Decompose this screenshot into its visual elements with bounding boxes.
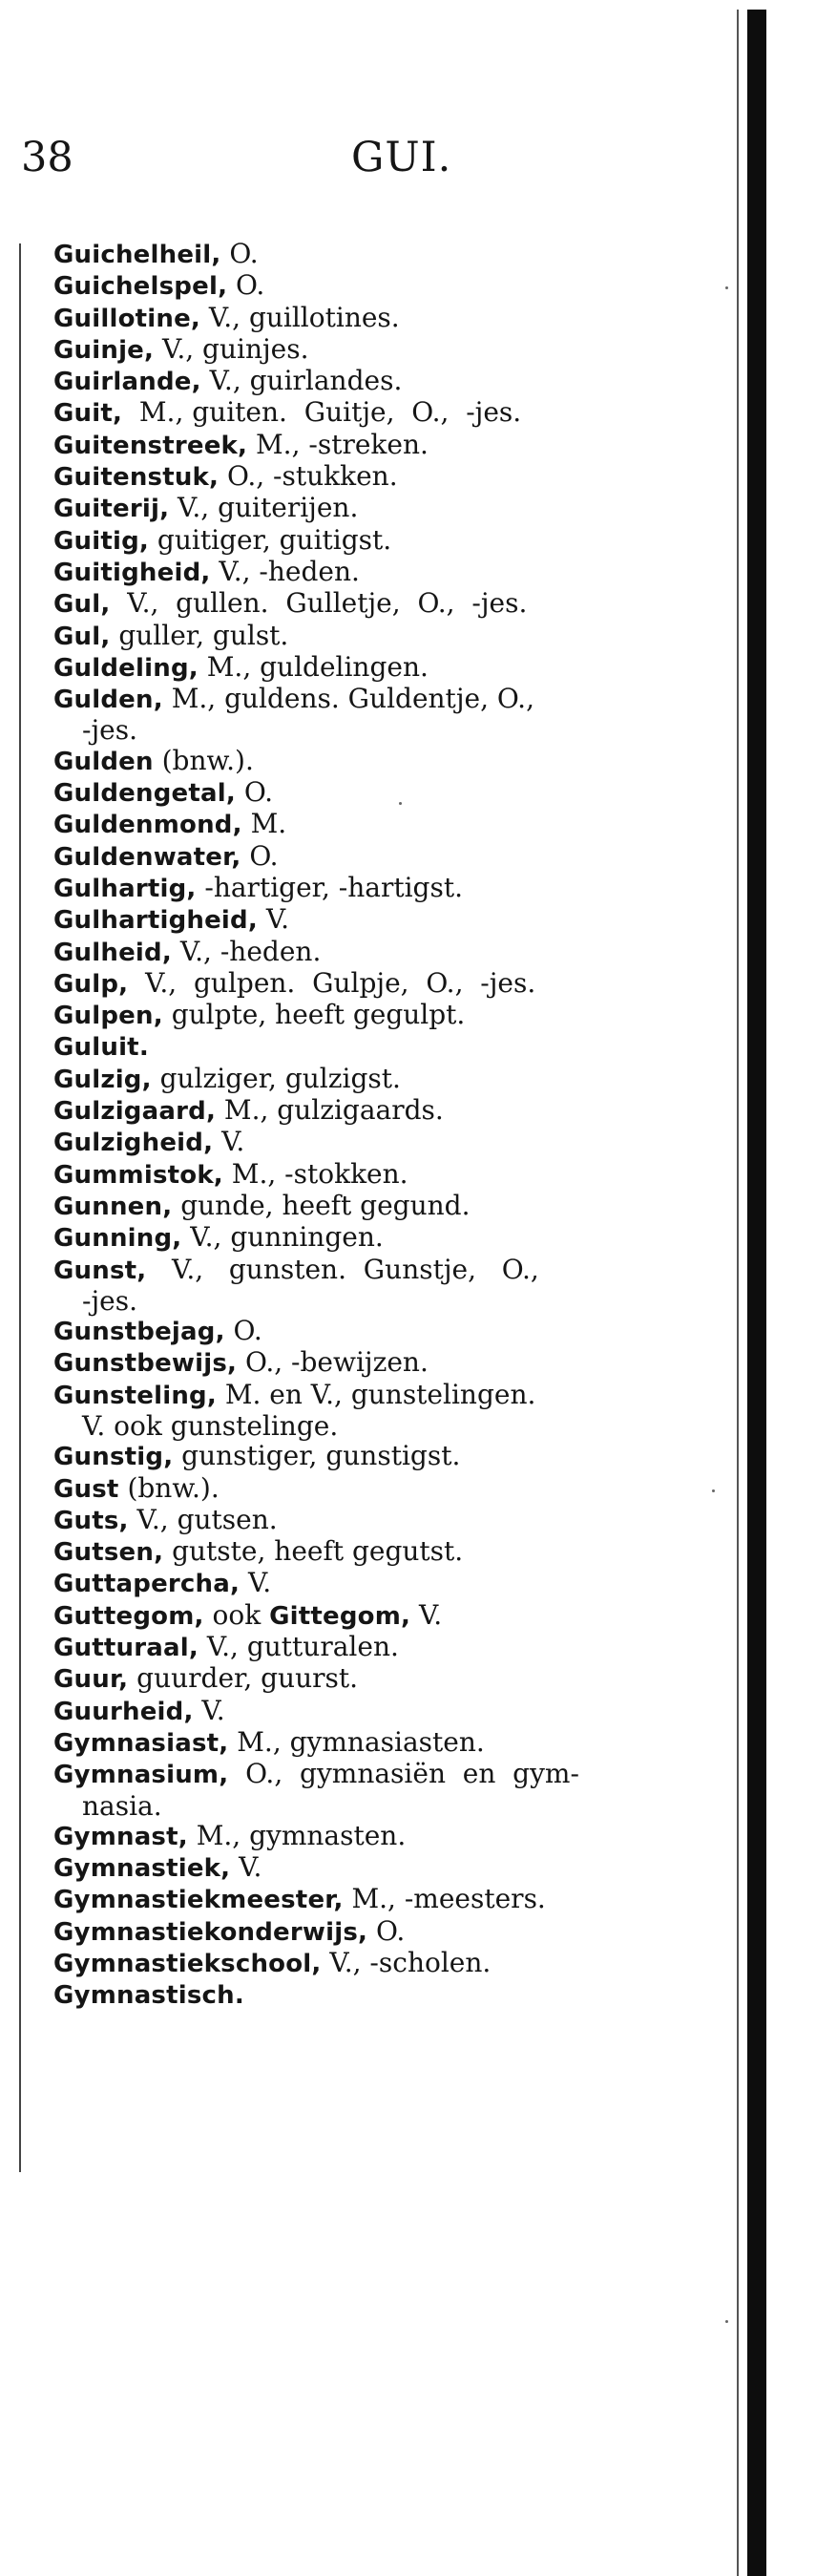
grammar: V., guiterijen. xyxy=(169,492,359,524)
headword: Gunstbejag, xyxy=(53,1318,225,1347)
grammar: V. ook gunstelinge. xyxy=(82,1409,339,1442)
dictionary-entry xyxy=(53,1632,731,1663)
headword: Gulheid, xyxy=(53,938,172,967)
dictionary-entry xyxy=(53,525,731,557)
grammar: M. xyxy=(241,808,287,840)
entry-continuation xyxy=(53,715,731,745)
grammar: (bnw.). xyxy=(118,1471,220,1504)
headword: Gul, xyxy=(53,622,111,651)
grammar: guurder, guurst. xyxy=(128,1662,359,1695)
grammar: guitiger, guitigst. xyxy=(149,523,392,556)
headword: Guitenstreek, xyxy=(53,431,248,460)
headword: Guldengetal, xyxy=(53,779,236,809)
headword: Guitig, xyxy=(53,526,149,556)
grammar: V., gutturalen. xyxy=(198,1631,399,1663)
grammar: gunde, heeft gegund. xyxy=(172,1189,471,1221)
dictionary-entry xyxy=(53,303,731,334)
dictionary-entries xyxy=(53,239,731,2012)
grammar: V., guinjes. xyxy=(154,332,309,365)
page-edge-shadow xyxy=(747,10,766,2576)
dictionary-entry xyxy=(53,777,731,809)
grammar: V., guirlandes. xyxy=(200,365,403,397)
headword: Gittegom, xyxy=(269,1601,411,1631)
headword: Gymnastiekonderwijs, xyxy=(53,1917,368,1947)
dictionary-entry xyxy=(53,1505,731,1536)
entry-continuation xyxy=(53,1286,731,1316)
headword: Gulzigheid, xyxy=(53,1129,214,1158)
dictionary-entry xyxy=(53,1663,731,1695)
headword: Guinje, xyxy=(53,335,155,365)
grammar: nasia. xyxy=(82,1789,162,1822)
dictionary-entry xyxy=(53,1127,731,1158)
grammar: M. en V., gunstelingen. xyxy=(216,1378,536,1410)
gutter-line xyxy=(737,10,739,2576)
headword: Guldeling, xyxy=(53,653,199,683)
grammar: V. xyxy=(193,1694,225,1726)
grammar: -hartiger, -hartigst. xyxy=(196,871,463,903)
headword: Gulden, xyxy=(53,686,163,715)
headword: Gummistok, xyxy=(53,1160,223,1190)
headword: Guts, xyxy=(53,1506,129,1535)
grammar: M., -meesters. xyxy=(343,1883,546,1915)
grammar: -jes. xyxy=(82,714,137,747)
headword: Guiterij, xyxy=(53,495,170,524)
grammar: O., -bewijzen. xyxy=(237,1346,429,1379)
headword: Guillotine, xyxy=(53,304,201,333)
dictionary-entry xyxy=(53,1884,731,1915)
dictionary-entry xyxy=(53,1191,731,1222)
dictionary-entry xyxy=(53,684,731,715)
dictionary-entry xyxy=(53,1852,731,1884)
column-rule xyxy=(19,243,21,2172)
headword: Guluit. xyxy=(53,1033,149,1063)
dictionary-entry xyxy=(53,1536,731,1568)
grammar: M., -stokken. xyxy=(222,1157,408,1190)
headword: Gunstig, xyxy=(53,1443,174,1472)
dictionary-entry xyxy=(53,809,731,840)
dictionary-entry xyxy=(53,366,731,397)
page-number: 38 xyxy=(21,134,73,181)
grammar: M., gymnasiasten. xyxy=(228,1725,485,1758)
grammar: V. xyxy=(240,1567,272,1599)
headword: Gutsen, xyxy=(53,1538,164,1568)
grammar: V., -scholen. xyxy=(321,1947,492,1979)
dictionary-entry xyxy=(53,1821,731,1852)
headword: Gulpen, xyxy=(53,1002,163,1031)
dictionary-entry xyxy=(53,873,731,904)
headword: Guttapercha, xyxy=(53,1570,241,1599)
grammar: M., guldens. Guldentje, O., xyxy=(162,683,534,715)
dictionary-entry xyxy=(53,841,731,873)
grammar: V., gunsten. Gunstje, O., xyxy=(146,1253,539,1285)
dictionary-entry xyxy=(53,904,731,936)
dictionary-entry xyxy=(53,1916,731,1948)
speck xyxy=(725,2320,728,2323)
grammar: V., gulpen. Gulpje, O., -jes. xyxy=(128,966,536,999)
dictionary-entry xyxy=(53,1031,731,1063)
dictionary-entry xyxy=(53,239,731,270)
dictionary-entry xyxy=(53,397,731,429)
headword: Gymnast, xyxy=(53,1822,188,1851)
grammar: O. xyxy=(224,1315,262,1347)
dictionary-entry xyxy=(53,1473,731,1505)
grammar: M., guldelingen. xyxy=(198,650,429,683)
grammar: gunstiger, gunstigst. xyxy=(173,1440,461,1472)
grammar: V., guillotines. xyxy=(200,301,400,333)
headword: Gulzigaard, xyxy=(53,1097,217,1127)
headword: Guichelheil, xyxy=(53,241,221,269)
dictionary-entry xyxy=(53,1255,731,1286)
dictionary-entry xyxy=(53,493,731,524)
headword: Gymnasium, xyxy=(53,1761,229,1790)
grammar: gutste, heeft gegutst. xyxy=(163,1535,464,1568)
grammar: V. xyxy=(213,1126,245,1158)
grammar: O. xyxy=(220,238,259,269)
grammar: V., -heden. xyxy=(210,555,360,587)
headword: Gulhartigheid, xyxy=(53,906,258,936)
grammar: -jes. xyxy=(82,1284,137,1317)
entry-continuation xyxy=(53,1411,731,1441)
dictionary-entry xyxy=(53,652,731,684)
headword: Guur, xyxy=(53,1665,129,1695)
headword: Gunst, xyxy=(53,1256,147,1285)
dictionary-entry xyxy=(53,334,731,366)
dictionary-entry xyxy=(53,937,731,968)
headword: Gymnasiast, xyxy=(53,1728,229,1758)
dictionary-entry xyxy=(53,1441,731,1472)
grammar: O. xyxy=(235,776,274,809)
headword: Guldenwater, xyxy=(53,842,241,872)
headword: Gunstbewijs, xyxy=(53,1349,238,1379)
headword: Guldenmond, xyxy=(53,811,242,840)
headword: Guurheid, xyxy=(53,1697,194,1726)
headword: Gutturaal, xyxy=(53,1634,199,1663)
headword: Gymnastiek, xyxy=(53,1854,231,1884)
dictionary-entry xyxy=(53,1600,731,1632)
headword: Guit, xyxy=(53,399,123,429)
headword: Guitenstuk, xyxy=(53,463,220,493)
grammar: V., gullen. Gulletje, O., -jes. xyxy=(110,587,528,620)
grammar: ook xyxy=(203,1598,270,1631)
grammar: V. xyxy=(230,1851,262,1884)
grammar: (bnw.). xyxy=(153,744,254,776)
dictionary-entry xyxy=(53,746,731,777)
headword: Gunsteling, xyxy=(53,1381,217,1410)
grammar: V., -heden. xyxy=(171,935,322,967)
dictionary-entry xyxy=(53,430,731,461)
headword: Guitigheid, xyxy=(53,558,211,587)
headword: Gymnastiekschool, xyxy=(53,1950,322,1979)
entry-continuation xyxy=(53,1791,731,1821)
grammar: M., gulzigaards. xyxy=(216,1094,444,1127)
dictionary-entry xyxy=(53,1000,731,1031)
dictionary-entry xyxy=(53,968,731,1000)
grammar: M., gymnasten. xyxy=(187,1819,407,1851)
running-head: GUI. xyxy=(351,134,452,181)
dictionary-entry xyxy=(53,1316,731,1347)
grammar: M., guiten. Guitje, O., -jes. xyxy=(122,396,522,429)
grammar: O. xyxy=(227,269,265,302)
headword: Gunning, xyxy=(53,1224,182,1254)
grammar: V. xyxy=(257,903,290,936)
grammar: V., gutsen. xyxy=(128,1503,278,1535)
headword: Guttegom, xyxy=(53,1601,204,1631)
dictionary-entry xyxy=(53,1380,731,1411)
dictionary-entry xyxy=(53,1095,731,1127)
headword: Guichelspel, xyxy=(53,272,228,302)
dictionary-entry xyxy=(53,621,731,652)
headword: Guirlande, xyxy=(53,368,201,397)
headword: Gulzig, xyxy=(53,1065,152,1094)
dictionary-entry xyxy=(53,1727,731,1759)
grammar: O. xyxy=(241,839,279,872)
dictionary-entry xyxy=(53,1948,731,1979)
headword: Gul, xyxy=(53,590,111,620)
grammar: V. xyxy=(410,1598,443,1631)
dictionary-entry xyxy=(53,588,731,620)
headword: Gymnastiekmeester, xyxy=(53,1886,344,1915)
grammar: gulziger, gulzigst. xyxy=(151,1062,401,1094)
headword: Gulhartig, xyxy=(53,874,197,903)
grammar: V., gunningen. xyxy=(181,1221,384,1254)
dictionary-entry xyxy=(53,1159,731,1191)
grammar: gulpte, heeft gegulpt. xyxy=(162,999,466,1031)
dictionary-entry xyxy=(53,270,731,302)
grammar: M., -streken. xyxy=(247,428,429,460)
headword: Gunnen, xyxy=(53,1192,173,1221)
headword: Gulden xyxy=(53,747,154,776)
grammar: O. xyxy=(367,1914,406,1947)
grammar: O., -stukken. xyxy=(219,460,398,493)
headword: Gulp, xyxy=(53,969,129,999)
dictionary-entry xyxy=(53,1759,731,1790)
grammar: O., gymnasiën en gym- xyxy=(228,1758,579,1790)
headword: Gymnastisch. xyxy=(53,1981,244,2011)
grammar: guller, gulst. xyxy=(110,619,289,651)
dictionary-entry xyxy=(53,1222,731,1254)
dictionary-entry xyxy=(53,1347,731,1379)
dictionary-entry xyxy=(53,461,731,493)
dictionary-entry xyxy=(53,1568,731,1599)
headword: Gust xyxy=(53,1474,119,1504)
dictionary-entry xyxy=(53,557,731,588)
dictionary-entry xyxy=(53,1696,731,1727)
dictionary-entry xyxy=(53,1979,731,2011)
page-header xyxy=(0,134,837,191)
dictionary-entry xyxy=(53,1064,731,1095)
